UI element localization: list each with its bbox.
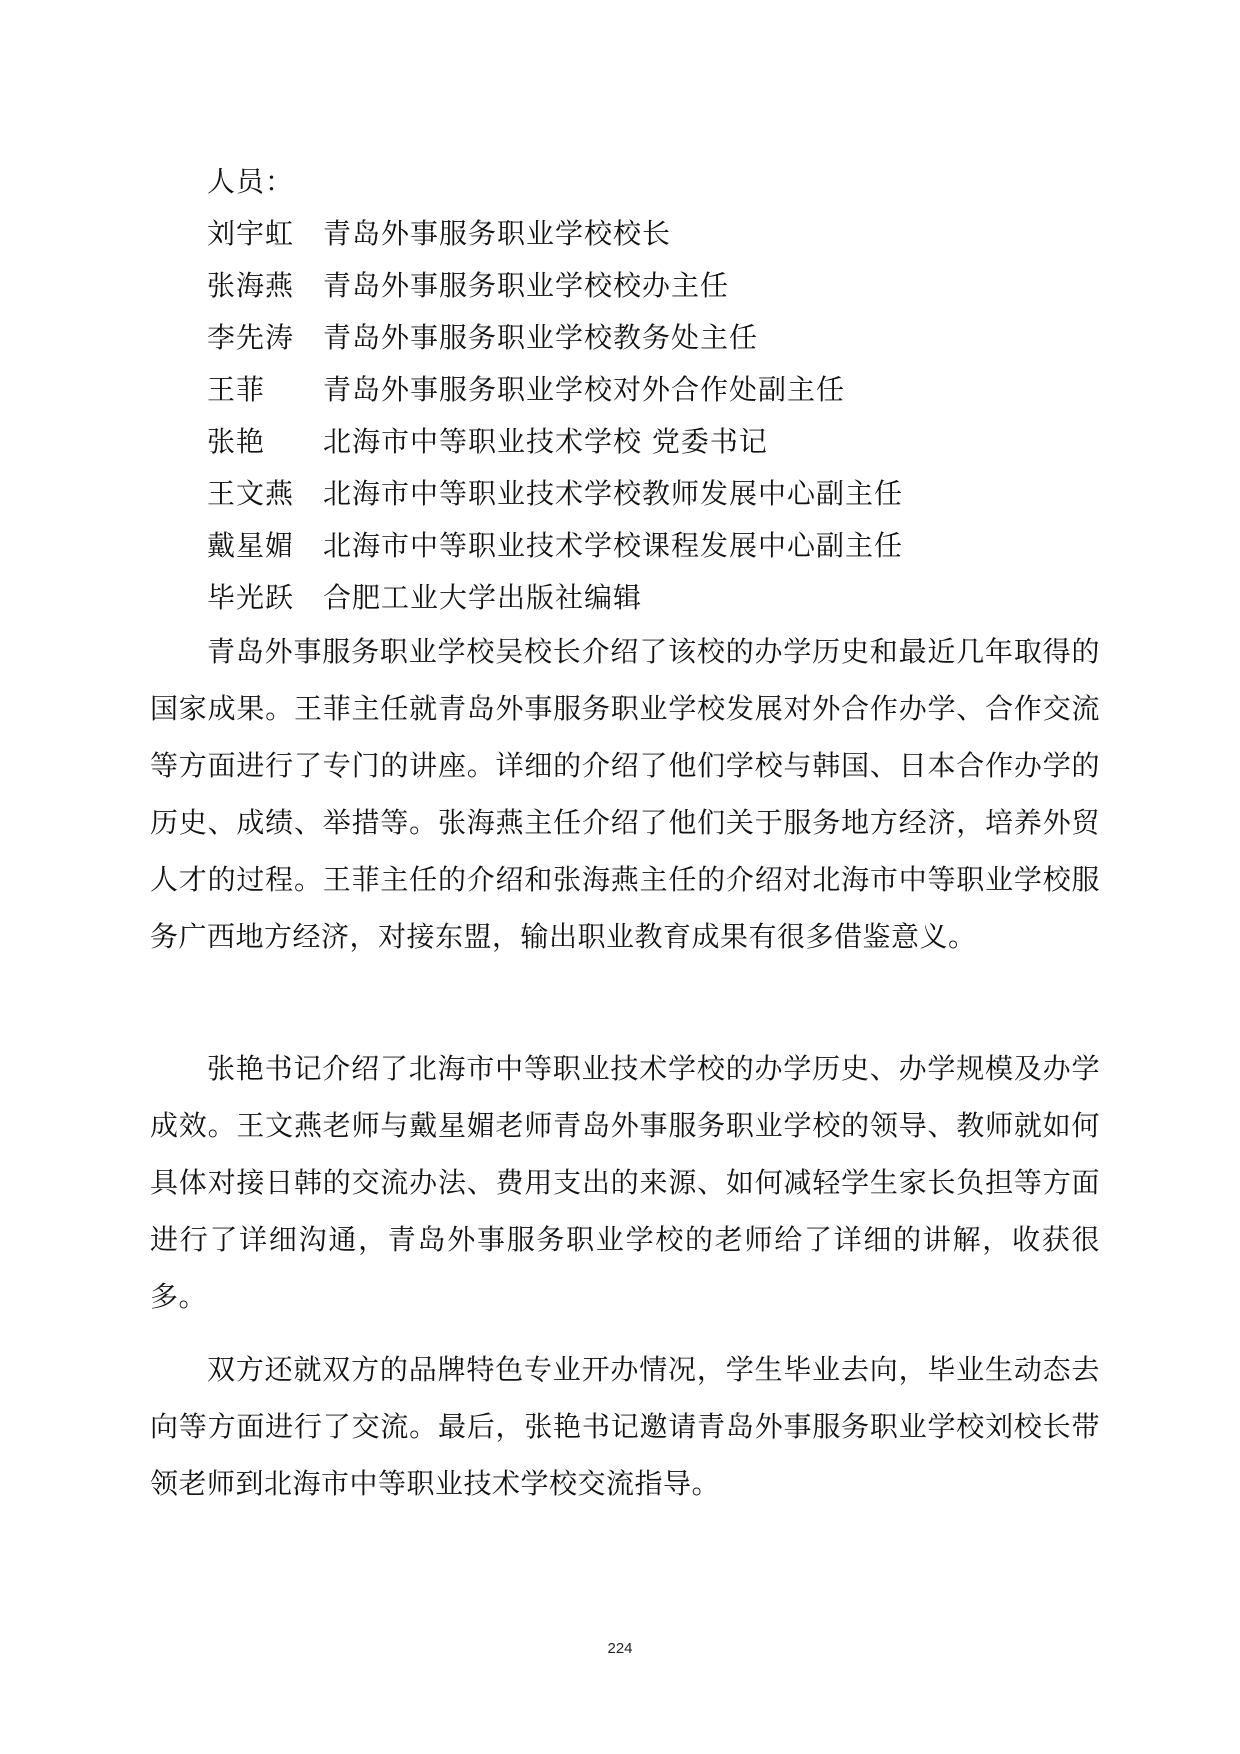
attendee-role: 北海市中等职业技术学校教师发展中心副主任 [323, 477, 904, 510]
attendee-name: 刘宇虹 [207, 217, 295, 250]
attendee-role: 北海市中等职业技术学校 党委书记 [323, 425, 768, 458]
attendee-role: 北海市中等职业技术学校课程发展中心副主任 [323, 529, 904, 562]
attendees-heading: 人员： [207, 165, 295, 198]
body-paragraph-school-introduction: 张艳书记介绍了北海市中等职业技术学校的办学历史、办学规模及办学成效。王文燕老师与戴星媚老师青岛外事服务职业学校的领导、教师就如何具体对接日韩的交流办法、费用支出的来源、如何减轻学生家长负担等方面进行了详细沟通，青岛外事服务职业学校的老师给了详细的讲解，收获很多。 [150, 1052, 1100, 1313]
attendee-row [207, 526, 903, 578]
attendee-name: 李先涛 [207, 321, 295, 354]
attendee-name: 王菲 [207, 373, 266, 406]
attendee-row [207, 318, 903, 370]
attendee-row [207, 214, 903, 266]
body-paragraph-closing: 双方还就双方的品牌特色专业开办情况，学生毕业去向，毕业生动态去向等方面进行了交流。最后，张艳书记邀请青岛外事服务职业学校刘校长带领老师到北海市中等职业技术学校交流指导。 [150, 1353, 1100, 1500]
body-paragraph-exchange-intro: 青岛外事服务职业学校吴校长介绍了该校的办学历史和最近几年取得的国家成果。王菲主任就青岛外事服务职业学校发展对外合作办学、合作交流等方面进行了专门的讲座。详细的介绍了他们学校与韩国、日本合作办学的历史、成绩、举措等。张海燕主任介绍了他们关于服务地方经济，培养外贸人才的过程。王菲主任的介绍和张海燕主任的介绍对北海市中等职业学校服务广西地方经济，对接东盟，输出职业教育成果有很多借鉴意义。 [150, 635, 1100, 953]
attendee-role: 青岛外事服务职业学校校长 [323, 217, 672, 250]
attendee-role: 合肥工业大学出版社编辑 [323, 581, 643, 614]
attendee-row [207, 422, 903, 474]
attendee-role: 青岛外事服务职业学校教务处主任 [323, 321, 759, 354]
attendee-name: 毕光跃 [207, 581, 295, 614]
attendee-name: 王文燕 [207, 477, 295, 510]
attendee-list [207, 214, 903, 630]
page-number: 224 [607, 1640, 633, 1657]
attendee-name: 张海燕 [207, 269, 295, 302]
attendee-row [207, 266, 903, 318]
attendee-role: 青岛外事服务职业学校校办主任 [323, 269, 730, 302]
attendee-role: 青岛外事服务职业学校对外合作处副主任 [323, 373, 846, 406]
attendee-row [207, 370, 903, 422]
attendee-name: 戴星媚 [207, 529, 295, 562]
attendee-name: 张艳 [207, 425, 266, 458]
attendee-row [207, 474, 903, 526]
